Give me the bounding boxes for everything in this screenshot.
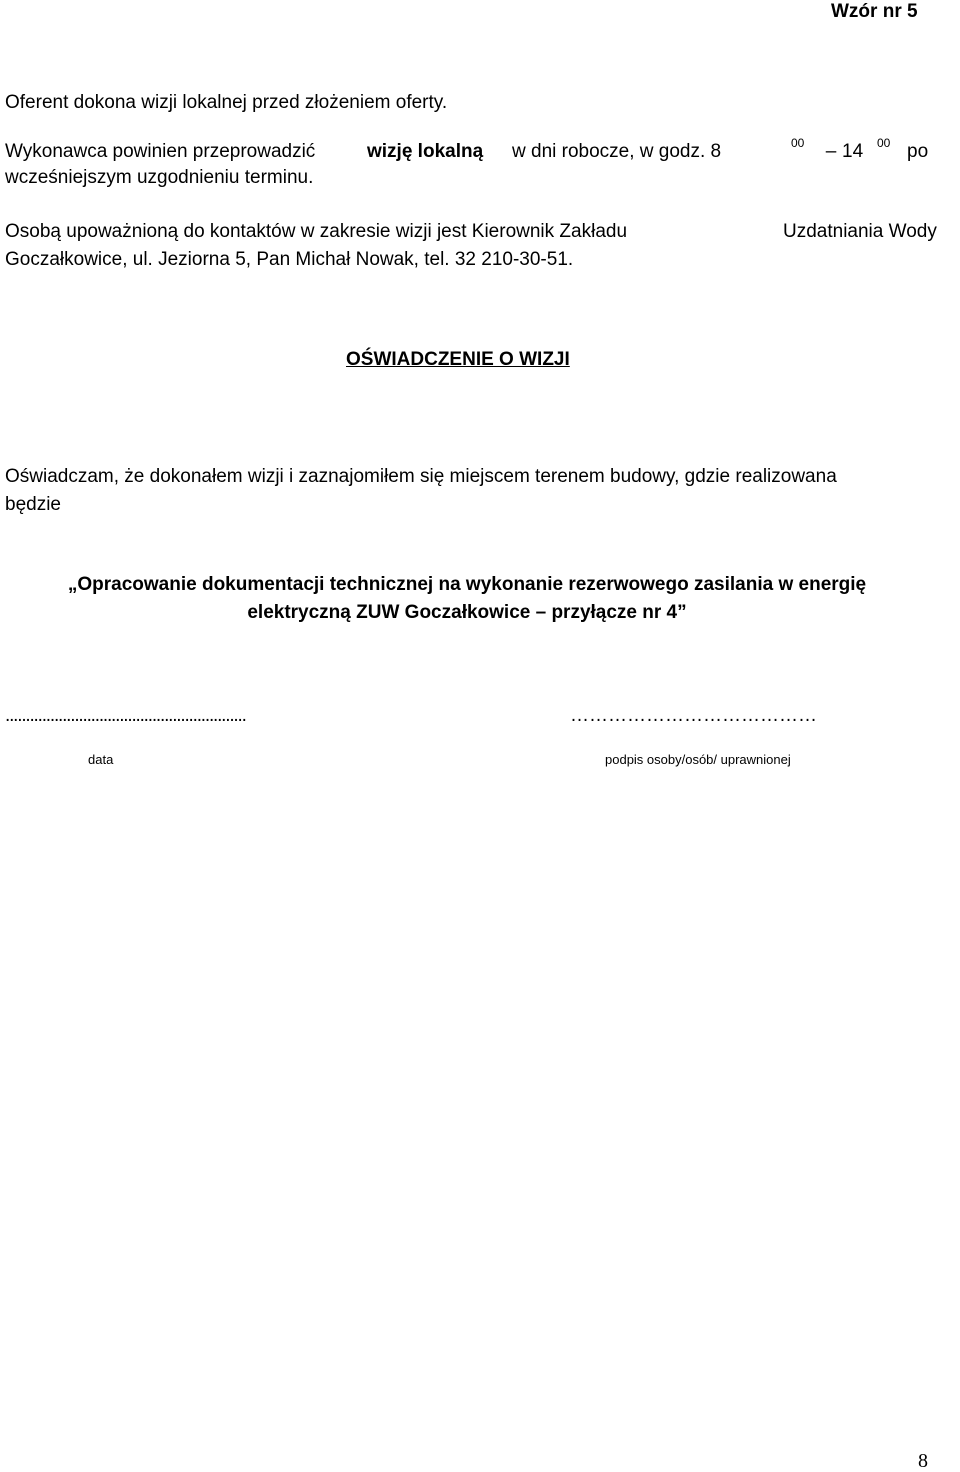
hours-dash: – xyxy=(825,141,837,162)
section-title: OŚWIADCZENIE O WIZJI xyxy=(346,349,570,370)
project-title-line1: „Opracowanie dokumentacji technicznej na wykonanie rezerwowego zasilania w energię xyxy=(67,574,867,595)
date-dotted-line: ........................................................... xyxy=(5,705,246,726)
hour-end: 14 xyxy=(842,141,864,162)
visit-hours-line2: wcześniejszym uzgodnieniu terminu. xyxy=(5,167,314,188)
oferent-visit-paragraph: Oferent dokona wizji lokalnej przed złożeniem oferty. xyxy=(5,92,448,113)
visit-hours-text-part1: Wykonawca powinien przeprowadzić xyxy=(5,141,316,162)
declaration-line1: Oświadczam, że dokonałem wizji i zaznajomiłem się miejscem terenem budowy, gdzie realizowana xyxy=(5,466,837,487)
hour-end-superscript: 00 xyxy=(877,136,891,150)
contact-person-line1-left: Osobą upoważnioną do kontaktów w zakresie wizji jest Kierownik Zakładu xyxy=(5,221,628,242)
contact-person-line1-right: Uzdatniania Wody xyxy=(783,221,937,242)
contact-person-line2: Goczałkowice, ul. Jeziorna 5, Pan Michał Nowak, tel. 32 210-30-51. xyxy=(5,249,574,270)
date-label: data xyxy=(88,752,114,767)
visit-hours-text-part2: w dni robocze, w godz. 8 xyxy=(512,141,722,162)
form-number-label: Wzór nr 5 xyxy=(831,1,918,22)
visit-hours-bold-text: wizję lokalną xyxy=(367,141,484,162)
project-title-line2: elektryczną ZUW Goczałkowice – przyłącze nr 4” xyxy=(247,602,687,623)
visit-hours-after: po xyxy=(907,141,929,162)
signature-label: podpis osoby/osób/ uprawnionej xyxy=(605,752,791,767)
declaration-line2: będzie xyxy=(5,494,61,515)
signature-dotted-line: ………………………………… xyxy=(570,705,817,726)
page-number: 8 xyxy=(918,1450,928,1472)
hour-start-superscript: 00 xyxy=(791,136,805,150)
